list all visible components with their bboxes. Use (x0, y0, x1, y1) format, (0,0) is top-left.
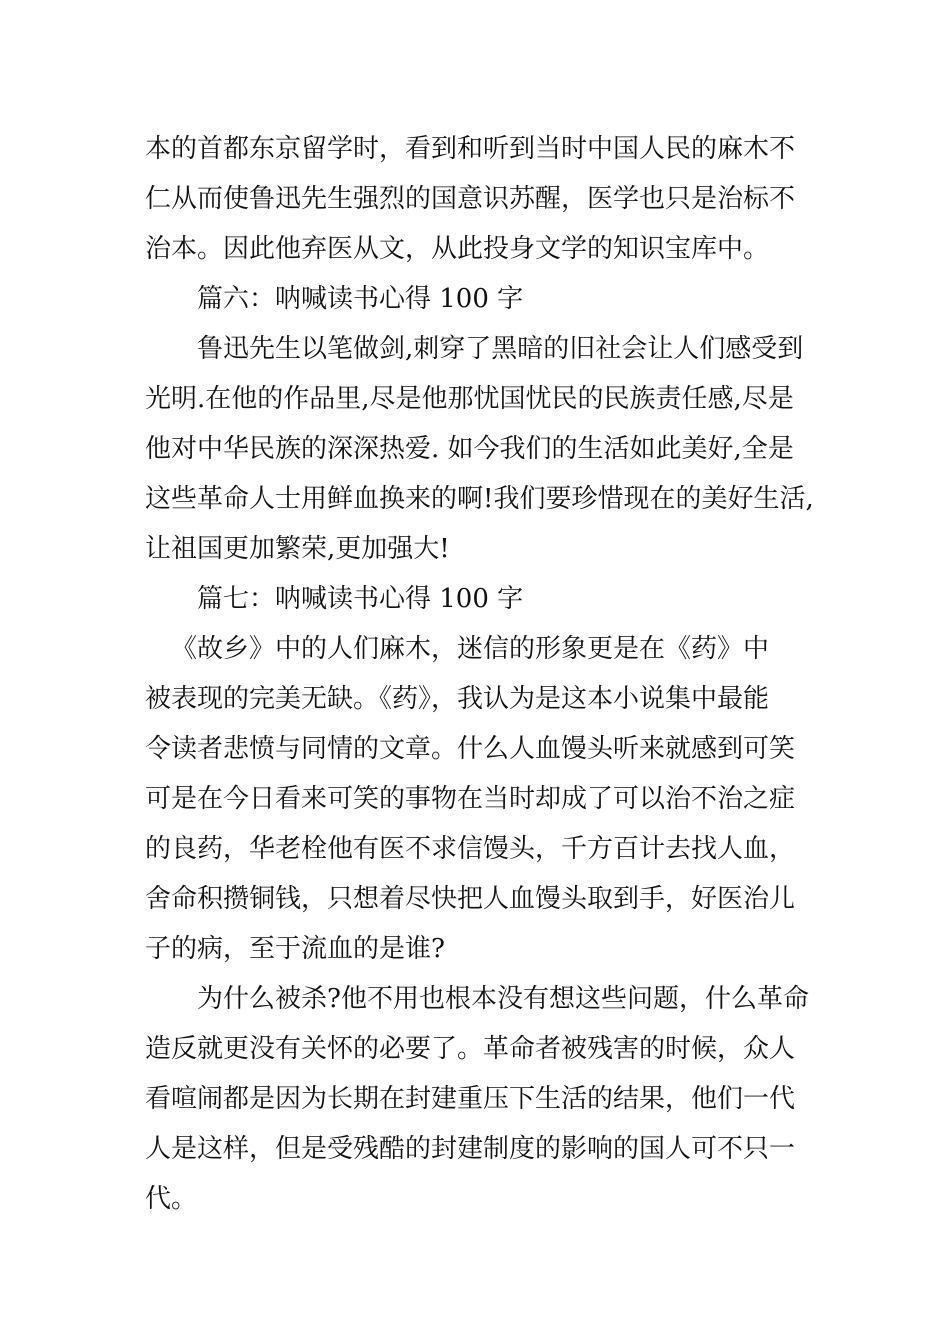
section-heading: 篇七：呐喊读书心得 100 字 (197, 584, 524, 614)
text-line: 看喧闹都是因为长期在封建重压下生活的结果，他们一代 (145, 1084, 796, 1114)
text-line: 这些革命人士用鲜血换来的啊!我们要珍惜现在的美好生活, (145, 484, 814, 514)
section-heading: 篇六：呐喊读书心得 100 字 (197, 284, 524, 314)
text-line: 光明.在他的作品里,尽是他那忧国忧民的民族责任感,尽是 (145, 384, 794, 414)
text-line: 让祖国更加繁荣,更加强大! (145, 534, 450, 564)
text-line: 鲁迅先生以笔做剑,刺穿了黑暗的旧社会让人们感受到 (197, 334, 804, 364)
text-line: 治本。因此他弃医从文，从此投身文学的知识宝库中。 (145, 234, 770, 264)
text-line: 被表现的完美无缺。《药》，我认为是这本小说集中最能 (145, 684, 770, 714)
text-line: 本的首都东京留学时，看到和听到当时中国人民的麻木不 (145, 134, 796, 164)
text-line: 子的病，至于流血的是谁? (145, 934, 445, 964)
text-line: 令读者悲愤与同情的文章。什么人血馒头听来就感到可笑 (145, 734, 796, 764)
text-line: 人是这样，但是受残酷的封建制度的影响的国人可不只一 (145, 1134, 796, 1164)
text-line: 舍命积攒铜钱，只想着尽快把人血馒头取到手，好医治儿 (145, 884, 796, 914)
text-line: 仁从而使鲁迅先生强烈的国意识苏醒，医学也只是治标不 (145, 184, 796, 214)
text-line: 的良药，华老栓他有医不求信馒头，千方百计去找人血， (145, 834, 796, 864)
text-line: 可是在今日看来可笑的事物在当时却成了可以治不治之症 (145, 784, 796, 814)
text-line: 为什么被杀?他不用也根本没有想这些问题，什么革命 (197, 984, 809, 1014)
text-line: 他对中华民族的深深热爱. 如今我们的生活如此美好,全是 (145, 434, 794, 464)
text-line: 《故乡》中的人们麻木，迷信的形象更是在《药》中 (171, 634, 770, 664)
text-line: 代。 (145, 1184, 198, 1214)
text-line: 造反就更没有关怀的必要了。革命者被残害的时候，众人 (145, 1034, 796, 1064)
